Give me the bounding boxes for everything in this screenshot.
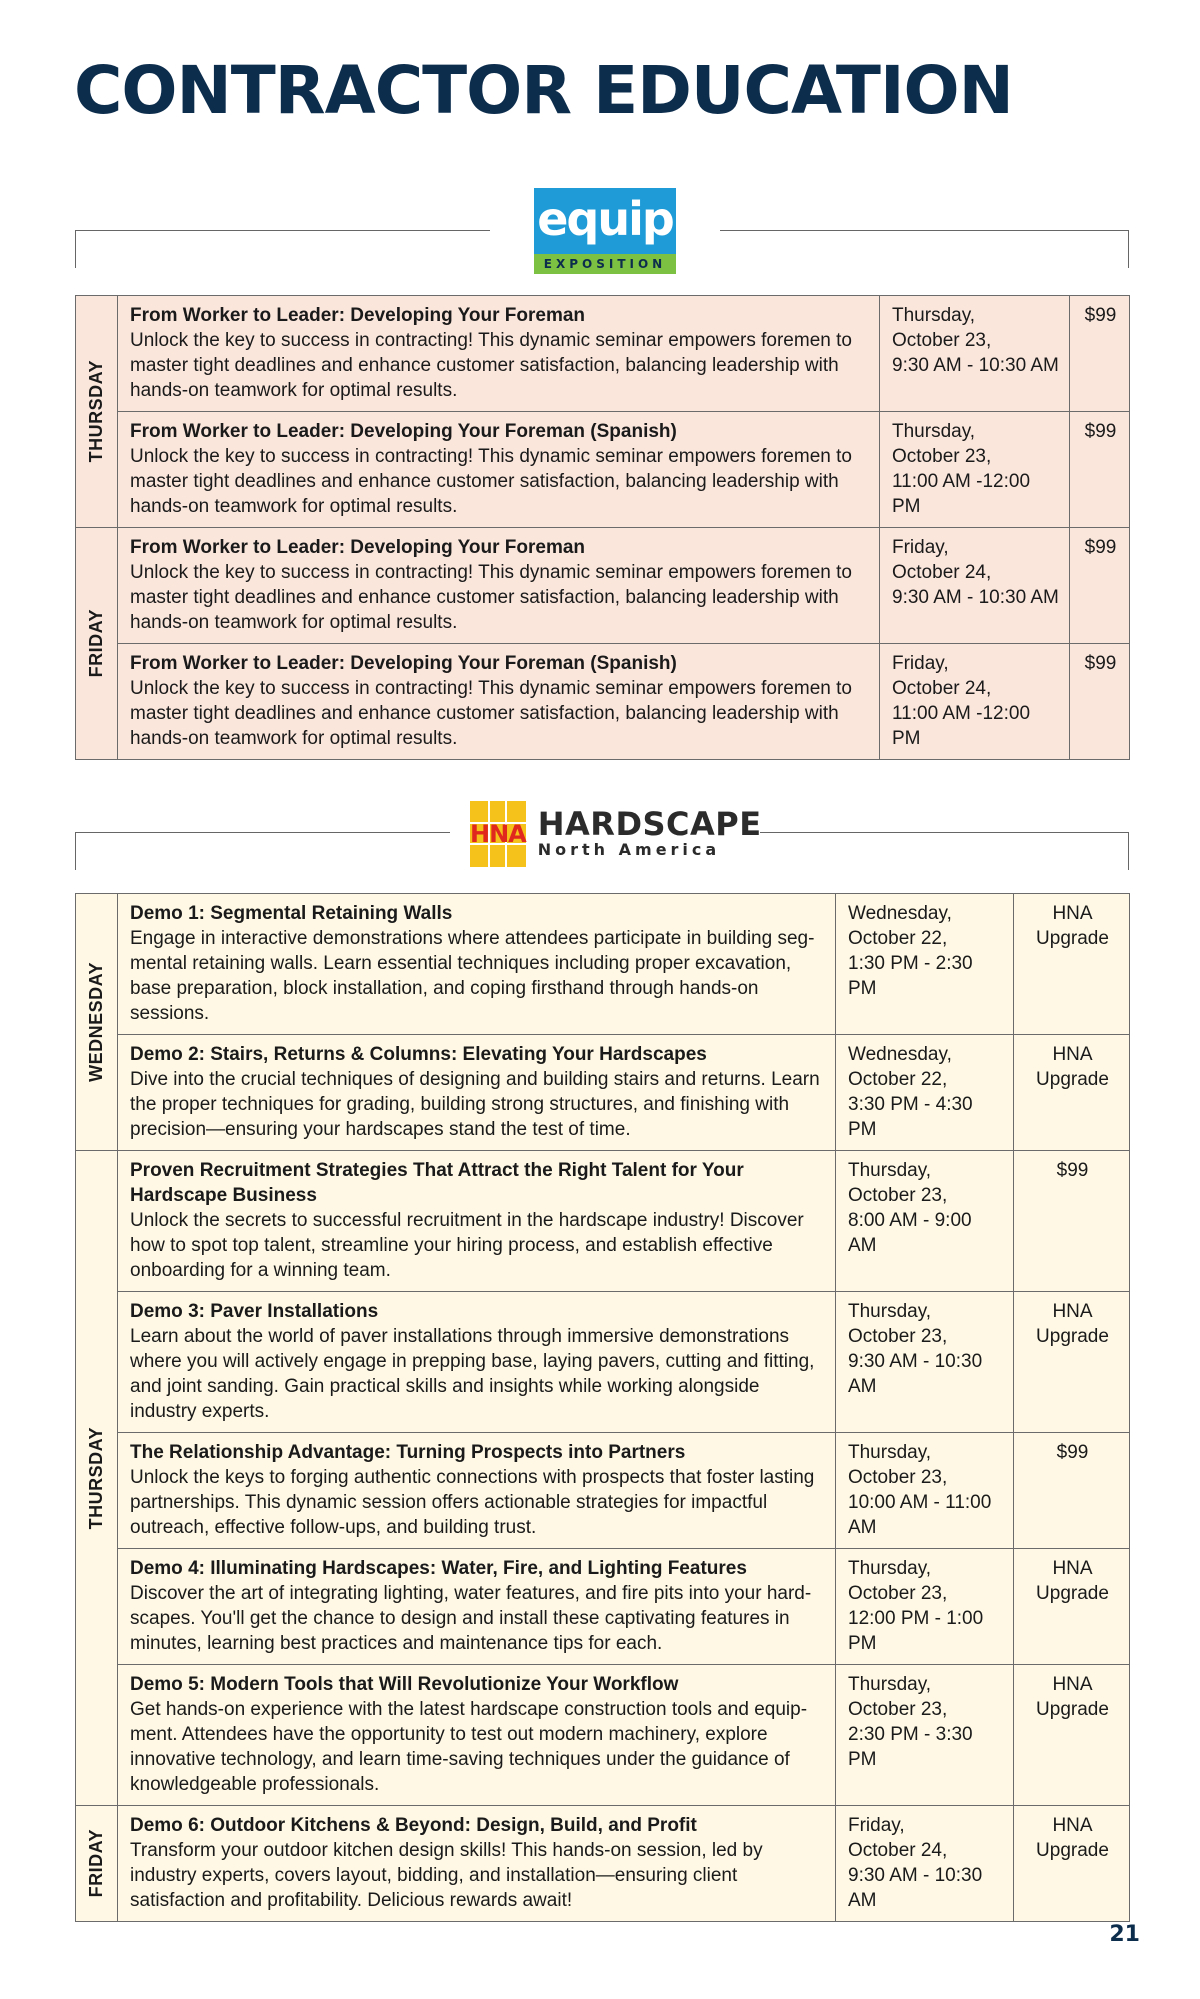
session-price: $99 (1014, 1151, 1130, 1292)
session-description: Learn about the world of paver installations through immersive demonstrations where you will actively engage in prepping base, laying pavers, cutting and fitting, and joint sanding. Gain practical skills and insights while working alongside industry experts. (130, 1326, 815, 1422)
session-price: $99 (1070, 528, 1130, 644)
session-time-cell (836, 1806, 1014, 1922)
session-title: Demo 6: Outdoor Kitchens & Beyond: Design, Build, and Profit (130, 1815, 697, 1836)
hna-logo-sub: North America (537, 840, 721, 860)
session-day: Friday, (848, 1815, 905, 1836)
session-date: October 23, (848, 1467, 948, 1488)
session-price: HNA Upgrade (1014, 1292, 1130, 1433)
session-price: $99 (1014, 1433, 1130, 1549)
session-time-cell (880, 296, 1070, 412)
session-info-cell (118, 1549, 836, 1665)
session-description: Unlock the key to success in contracting! This dynamic seminar empowers foremen to master tight deadlines and enhance customer satisfaction, balancing leadership with hands-on teamwork for optimal results. (130, 330, 852, 401)
page-title: CONTRACTOR EDUCATION (74, 52, 1013, 129)
session-time-cell (836, 1292, 1014, 1433)
session-day: Thursday, (848, 1160, 932, 1181)
table-row (76, 1035, 1130, 1151)
session-time-cell (836, 1665, 1014, 1806)
session-title: From Worker to Leader: Developing Your Foreman (130, 537, 586, 558)
session-day: Friday, (892, 653, 949, 674)
hna-schedule-table (75, 893, 1130, 1922)
table-row (76, 644, 1130, 760)
equip-logo-sub: EXPOSITION (534, 254, 676, 274)
session-time: 9:30 AM - 10:30 AM (892, 355, 1059, 376)
session-time-cell (836, 1549, 1014, 1665)
session-time: 2:30 PM - 3:30 PM (848, 1724, 973, 1770)
session-date: October 23, (892, 330, 992, 351)
table-row (76, 1292, 1130, 1433)
session-day: Wednesday, (848, 903, 952, 924)
session-date: October 23, (892, 446, 992, 467)
table-row (76, 1806, 1130, 1922)
session-day: Thursday, (848, 1442, 932, 1463)
session-date: October 23, (848, 1185, 948, 1206)
session-time-cell (836, 1433, 1014, 1549)
session-price: $99 (1070, 412, 1130, 528)
session-info-cell (118, 1806, 836, 1922)
session-date: October 22, (848, 1069, 948, 1090)
hna-mark-icon: HNA (470, 801, 526, 867)
table-row (76, 1151, 1130, 1292)
table-row (76, 1665, 1130, 1806)
session-date: October 24, (848, 1840, 948, 1861)
session-info-cell (118, 1665, 836, 1806)
session-title: Demo 5: Modern Tools that Will Revolutionize Your Workflow (130, 1674, 679, 1695)
session-info-cell (118, 1292, 836, 1433)
session-info-cell (118, 412, 880, 528)
session-price: HNA Upgrade (1014, 1549, 1130, 1665)
session-title: Demo 3: Paver Installations (130, 1301, 379, 1322)
day-label: WEDNESDAY (86, 962, 106, 1082)
session-title: Proven Recruitment Strategies That Attract the Right Talent for Your Hardscape Business (130, 1160, 744, 1206)
session-title: From Worker to Leader: Developing Your Foreman (Spanish) (130, 653, 677, 674)
page-number: 21 (1109, 1922, 1140, 1947)
session-description: Discover the art of integrating lighting, water features, and fire pits into your hard-scapes. You'll get the chance to design and install these captivating features in minutes, learning best practices and maintenance tips for each. (130, 1583, 812, 1654)
table-row (76, 528, 1130, 644)
session-day: Thursday, (848, 1301, 932, 1322)
equip-schedule-table (75, 295, 1130, 760)
session-date: October 23, (848, 1699, 948, 1720)
session-price: HNA Upgrade (1014, 1806, 1130, 1922)
session-title: From Worker to Leader: Developing Your Foreman (Spanish) (130, 421, 677, 442)
session-time: 9:30 AM - 10:30 AM (848, 1351, 983, 1397)
session-description: Unlock the key to success in contracting! This dynamic seminar empowers foremen to master tight deadlines and enhance customer satisfaction, balancing leadership with hands-on teamwork for optimal results. (130, 446, 852, 517)
session-time-cell (880, 644, 1070, 760)
session-time: 11:00 AM -12:00 PM (892, 471, 1031, 517)
session-date: October 22, (848, 928, 948, 949)
session-price: HNA Upgrade (1014, 1035, 1130, 1151)
session-price: HNA Upgrade (1014, 894, 1130, 1035)
session-date: October 23, (848, 1326, 948, 1347)
table-row (76, 894, 1130, 1035)
session-time: 3:30 PM - 4:30 PM (848, 1094, 973, 1140)
day-label: THURSDAY (86, 1426, 106, 1530)
session-time-cell (836, 1035, 1014, 1151)
session-time: 11:00 AM -12:00 PM (892, 703, 1031, 749)
session-info-cell (118, 296, 880, 412)
session-description: Engage in interactive demonstrations where attendees participate in building seg-mental retaining walls. Learn essential techniques including proper excavation, base preparation, block installation, and coping firsthand through hands-on sessions. (130, 928, 815, 1024)
session-date: October 23, (848, 1583, 948, 1604)
equip-logo-word: equip (534, 188, 676, 254)
table-row (76, 296, 1130, 412)
day-group-cell (76, 296, 118, 528)
session-title: Demo 1: Segmental Retaining Walls (130, 903, 453, 924)
day-group-cell (76, 894, 118, 1151)
session-day: Thursday, (892, 305, 976, 326)
session-title: Demo 2: Stairs, Returns & Columns: Elevating Your Hardscapes (130, 1044, 707, 1065)
session-description: Unlock the key to success in contracting! This dynamic seminar empowers foremen to master tight deadlines and enhance customer satisfaction, balancing leadership with hands-on teamwork for optimal results. (130, 678, 852, 749)
session-day: Wednesday, (848, 1044, 952, 1065)
session-description: Unlock the keys to forging authentic connections with prospects that foster lasting partnerships. This dynamic session offers actionable strategies for impactful outreach, effective follow-ups, and building trust. (130, 1467, 815, 1538)
day-group-cell (76, 1151, 118, 1806)
table-row (76, 1433, 1130, 1549)
session-day: Thursday, (848, 1558, 932, 1579)
table-row (76, 412, 1130, 528)
session-date: October 24, (892, 562, 992, 583)
session-title: The Relationship Advantage: Turning Prospects into Partners (130, 1442, 686, 1463)
session-time: 9:30 AM - 10:30 AM (892, 587, 1059, 608)
session-info-cell (118, 1151, 836, 1292)
session-time-cell (836, 894, 1014, 1035)
day-label: FRIDAY (86, 609, 106, 678)
session-time-cell (880, 412, 1070, 528)
session-date: October 24, (892, 678, 992, 699)
session-day: Friday, (892, 537, 949, 558)
session-time: 8:00 AM - 9:00 AM (848, 1210, 972, 1256)
session-title: Demo 4: Illuminating Hardscapes: Water, Fire, and Lighting Features (130, 1558, 747, 1579)
session-time: 9:30 AM - 10:30 AM (848, 1865, 983, 1911)
session-price: HNA Upgrade (1014, 1665, 1130, 1806)
hna-logo-word: HARDSCAPE (537, 805, 762, 844)
session-info-cell (118, 894, 836, 1035)
session-time: 12:00 PM - 1:00 PM (848, 1608, 984, 1654)
session-info-cell (118, 528, 880, 644)
day-label: THURSDAY (86, 360, 106, 463)
session-description: Get hands-on experience with the latest hardscape construction tools and equip-ment. Attendees have the opportunity to test out modern machinery, explore innovative technology, and learn time-saving techniques under the guidance of knowledgeable professionals. (130, 1699, 808, 1795)
session-info-cell (118, 644, 880, 760)
day-group-cell (76, 1806, 118, 1922)
session-time: 1:30 PM - 2:30 PM (848, 953, 973, 999)
session-day: Thursday, (848, 1674, 932, 1695)
session-time-cell (880, 528, 1070, 644)
session-info-cell (118, 1433, 836, 1549)
session-description: Dive into the crucial techniques of designing and building stairs and returns. Learn the proper techniques for grading, building strong structures, and finishing with precision—ensuring your hardscapes stand the test of time. (130, 1069, 820, 1140)
session-day: Thursday, (892, 421, 976, 442)
session-description: Unlock the secrets to successful recruitment in the hardscape industry! Discover how to spot top talent, streamline your hiring process, and establish effective onboarding for a winning team. (130, 1210, 804, 1281)
table-row (76, 1549, 1130, 1665)
hardscape-north-america-logo (450, 796, 760, 872)
equip-exposition-logo (490, 186, 720, 276)
session-description: Transform your outdoor kitchen design skills! This hands-on session, led by industry experts, covers layout, bidding, and installation—ensuring client satisfaction and profitability. Delicious rewards await! (130, 1840, 763, 1911)
day-label: FRIDAY (86, 1829, 106, 1898)
session-time-cell (836, 1151, 1014, 1292)
session-title: From Worker to Leader: Developing Your Foreman (130, 305, 586, 326)
session-description: Unlock the key to success in contracting! This dynamic seminar empowers foremen to master tight deadlines and enhance customer satisfaction, balancing leadership with hands-on teamwork for optimal results. (130, 562, 852, 633)
session-price: $99 (1070, 296, 1130, 412)
session-info-cell (118, 1035, 836, 1151)
day-group-cell (76, 528, 118, 760)
session-price: $99 (1070, 644, 1130, 760)
session-time: 10:00 AM - 11:00 AM (848, 1492, 992, 1538)
